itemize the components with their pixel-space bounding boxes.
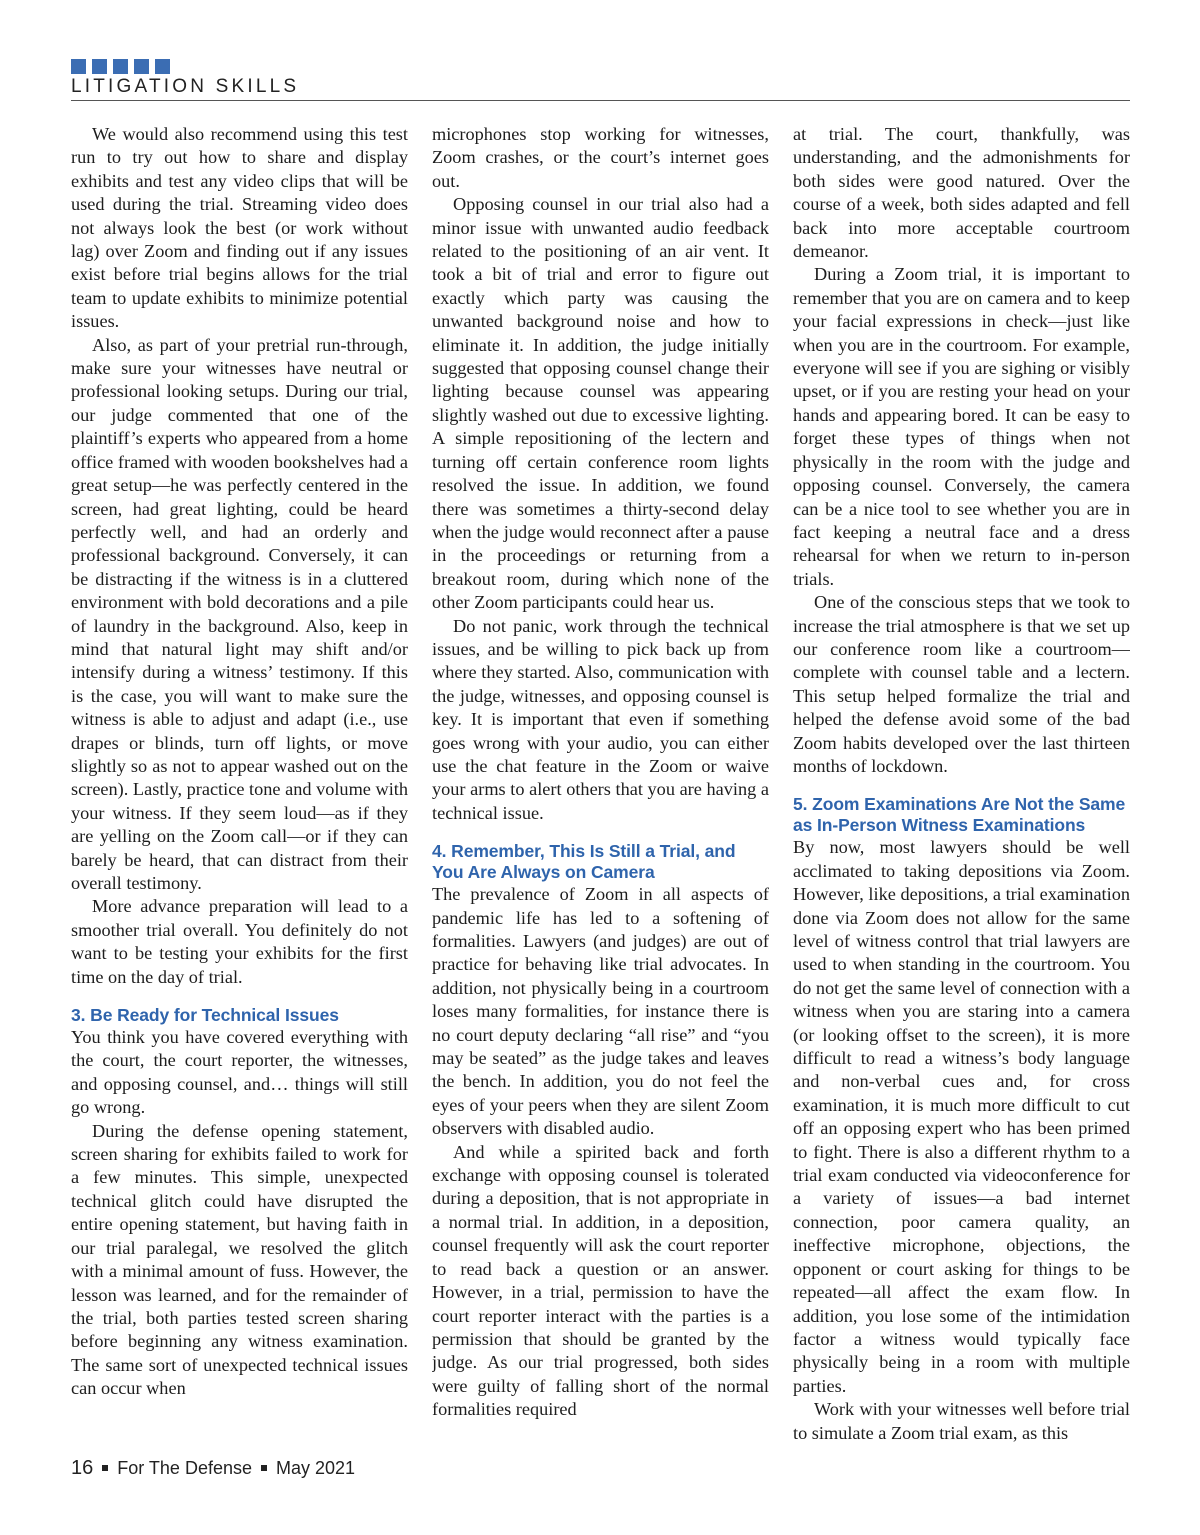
section-label: LITIGATION SKILLS (71, 76, 300, 97)
issue-date: May 2021 (276, 1458, 356, 1478)
marker-square (71, 59, 86, 74)
paragraph: By now, most lawyers should be well acclimated to taking depositions via Zoom. However, like depositions, a trial examination done via Zoom does not allow for the same level of witness control that trial lawyers are used to when standing in the courtroom. You do not get the same level of connection with a witness when you are staring into a camera (or looking offset to the screen), it is more difficult to read a witness’s body language and non-verbal cues and, for cross examination, it is much more difficult to cut off an opposing expert who has been primed to fight. There is also a different rhythm to a trial exam conducted via videoconference for a variety of issues—a bad internet connection, poor camera quality, an ineffective microphone, objections, the opponent or court asking for things to be repeated—all affect the exam flow. In addition, you lose some of the intimidation factor a witness would typically face physically being in a room with multiple parties. (793, 837, 1130, 1396)
paragraph: During a Zoom trial, it is important to remember that you are on camera and to keep your facial expressions in check—just like when you are in the courtroom. For example, everyone will see if you are sighing or visibly upset, or if you are resting your head on your hands and appearing bored. It can be easy to forget these types of things when not physically in the room with the judge and opposing counsel. Conversely, the camera can be a nice tool to see whether you are in fact keeping a neutral face and a dress rehearsal for when we return to in-person trials. (793, 264, 1130, 589)
header-rule (71, 100, 1130, 101)
marker-square (134, 59, 149, 74)
marker-square (92, 59, 107, 74)
column-2 (432, 123, 769, 1443)
section-heading-5: 5. Zoom Examinations Are Not the Same as In-Person Witness Examinations (793, 794, 1126, 836)
paragraph: The prevalence of Zoom in all aspects of pandemic life has led to a softening of formalities. Lawyers (and judges) are out of practice for behaving like trial advocates. In addition, not physically being in a courtroom loses many formalities, for instance there is no court deputy declaring “all rise” and “you may be seated” as the judge takes and leaves the bench. In addition, you do not feel the eyes of your peers when they are silent Zoom observers with disabled audio. (432, 884, 769, 1139)
marker-square (113, 59, 128, 74)
page-footer (71, 1457, 355, 1479)
column-3 (793, 123, 1130, 1443)
paragraph: at trial. The court, thankfully, was understanding, and the admonishments for both sides were good natured. Over the course of a week, both sides adapted and fell back into more acceptable courtroom demeanor. (793, 124, 1130, 262)
paragraph: During the defense opening statement, screen sharing for exhibits failed to work for a few minutes. This simple, unexpected technical glitch could have disrupted the entire opening statement, but having faith in our trial paralegal, we resolved the glitch with a minimal amount of fuss. However, the lesson was learned, and for the remainder of the trial, both parties tested screen sharing before beginning any witness examination. The same sort of unexpected technical issues can occur when (71, 1120, 408, 1399)
section-marker-squares (71, 59, 170, 74)
paragraph: One of the conscious steps that we took to increase the trial atmosphere is that we set up our conference room like a courtroom—complete with counsel table and a lectern. This setup helped formalize the trial and helped the defense avoid some of the bad Zoom habits developed over the last thirteen months of lockdown. (793, 592, 1130, 776)
column-1 (71, 123, 408, 1443)
marker-square (155, 59, 170, 74)
paragraph: Work with your witnesses well before trial to simulate a Zoom trial exam, as this (793, 1399, 1130, 1443)
paragraph: Opposing counsel in our trial also had a minor issue with unwanted audio feedback related to the positioning of an air vent. It took a bit of trial and error to figure out exactly which party was causing the unwanted background noise and how to eliminate it. In addition, the judge initially suggested that opposing counsel change their lighting because counsel was appearing slightly washed out due to excessive lighting. A simple repositioning of the lectern and turning off certain conference room lights resolved the issue. In addition, we found there was sometimes a thirty-second delay when the judge would reconnect after a pause in the proceedings or returning from a breakout room, during which none of the other Zoom participants could hear us. (432, 194, 769, 613)
page-number: 16 (71, 1457, 94, 1479)
paragraph: You think you have covered everything with the court, the court reporter, the witnesses, and opposing counsel, and… things will still go wrong. (71, 1027, 408, 1118)
paragraph: We would also recommend using this test run to try out how to share and display exhibits and test any video clips that will be used during the trial. Streaming video does not always look the best (or work without lag) over Zoom and finding out if any issues exist before trial begins allows for the trial team to update exhibits to minimize potential issues. (71, 124, 408, 332)
separator-dot (102, 1465, 108, 1471)
paragraph: More advance preparation will lead to a smoother trial overall. You definitely do not want to be testing your exhibits for the first time on the day of trial. (71, 896, 408, 987)
section-heading-4: 4. Remember, This Is Still a Trial, and You Are Always on Camera (432, 841, 736, 883)
separator-dot (261, 1465, 267, 1471)
paragraph: Also, as part of your pretrial run-through, make sure your witnesses have neutral or professional looking setups. During our trial, our judge commented that one of the plaintiff’s experts who appeared from a home office framed with wooden bookshelves had a great setup—he was perfectly centered in the screen, had great lighting, could be heard perfectly well, and had an orderly and professional background. Conversely, it can be distracting if the witness is in a cluttered environment with bold decorations and a pile of laundry in the background. Also, keep in mind that natural light may shift and/or intensify during a witness’ testimony. If this is the case, you will want to make sure the witness is able to adjust and adapt (i.e., use drapes or blinds, turn off lights, or move slightly so as not to appear washed out on the screen). Lastly, practice tone and volume with your witness. If they seem loud—as if they are yelling on the Zoom call—or if they can barely be heard, that can distract from their overall testimony. (71, 334, 408, 893)
paragraph: Do not panic, work through the technical issues, and be willing to pick back up from where they started. Also, communication with the judge, witnesses, and opposing counsel is key. It is important that even if something goes wrong with your audio, you can either use the chat feature in the Zoom or waive your arms to alert others that you are having a technical issue. (432, 615, 769, 823)
section-heading-3: 3. Be Ready for Technical Issues (71, 1005, 339, 1026)
paragraph: microphones stop working for witnesses, Zoom crashes, or the court’s internet goes out. (432, 124, 769, 191)
publication-name: For The Defense (117, 1458, 252, 1478)
paragraph: And while a spirited back and forth exchange with opposing counsel is tolerated during a deposition, that is not appropriate in a normal trial. In addition, in a deposition, counsel frequently will ask the court reporter to read back a question or an answer. However, in a trial, permission to have the court reporter interact with the parties is a permission that should be granted by the judge. As our trial progressed, both sides were guilty of falling short of the normal formalities required (432, 1141, 769, 1420)
